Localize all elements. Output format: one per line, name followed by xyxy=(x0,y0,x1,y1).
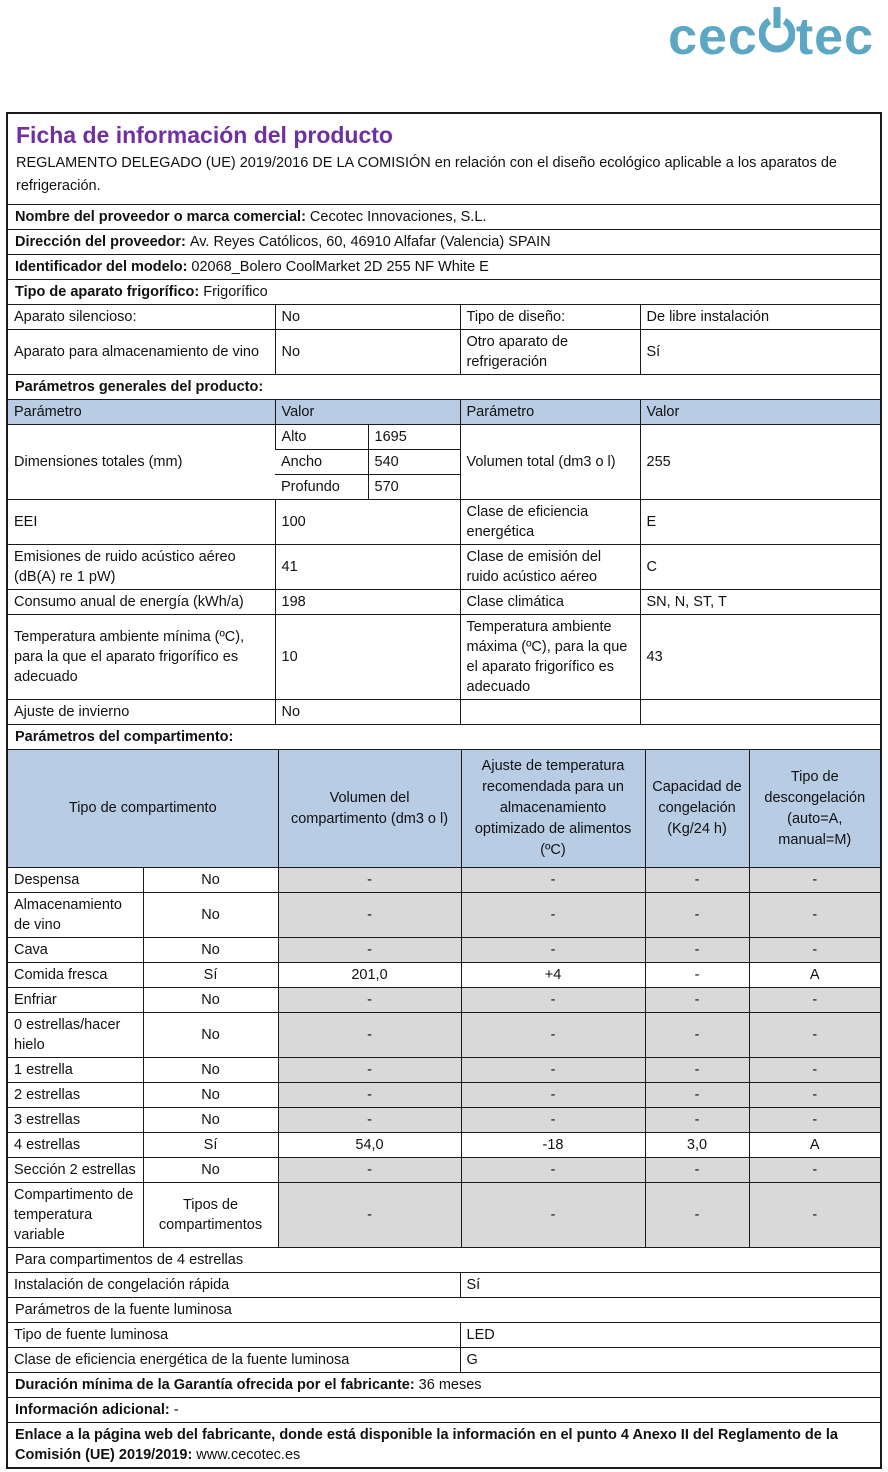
compartment-capacity: - xyxy=(645,868,749,893)
row-appliance-type xyxy=(8,279,880,304)
compartment-temp: - xyxy=(461,938,645,963)
compartment-row-2-estrellas xyxy=(8,1083,880,1108)
compartment-defrost: A xyxy=(749,963,880,988)
compartment-volume: - xyxy=(278,1108,461,1133)
compartment-col-temp: Ajuste de temperatura recomendada para un almacenamiento optimizado de alimentos (ºC) xyxy=(461,750,645,868)
supplier-address-label: Dirección del proveedor: xyxy=(15,234,186,250)
compartment-defrost: - xyxy=(749,1108,880,1133)
compartment-defrost: - xyxy=(749,938,880,963)
compartment-volume: - xyxy=(278,988,461,1013)
compartment-present: No xyxy=(143,868,278,893)
compartment-name: 4 estrellas xyxy=(8,1133,143,1158)
dim-ancho-value: 540 xyxy=(368,450,460,475)
compartment-defrost: A xyxy=(749,1133,880,1158)
col-header-value-left: Valor xyxy=(275,400,460,425)
climate-class-value: SN, N, ST, T xyxy=(640,590,880,615)
light-rows-section xyxy=(8,1322,880,1372)
other-refrigeration-label: Otro aparato de refrigeración xyxy=(460,330,640,375)
compartment-defrost: - xyxy=(749,1013,880,1058)
compartment-temp: - xyxy=(461,1183,645,1248)
model-id-label: Identificador del modelo: xyxy=(15,259,188,275)
compartment-volume: 54,0 xyxy=(278,1133,461,1158)
row-light-title: Parámetros de la fuente luminosa xyxy=(8,1297,880,1322)
warranty-label: Duración mínima de la Garantía ofrecida por el fabricante: xyxy=(15,1377,415,1393)
table-general-params xyxy=(8,400,880,724)
noise-class-value: C xyxy=(640,545,880,590)
col-header-param-left: Parámetro xyxy=(8,400,275,425)
compartment-capacity: 3,0 xyxy=(645,1133,749,1158)
compartment-defrost: - xyxy=(749,1183,880,1248)
website-link: www.cecotec.es xyxy=(196,1447,301,1463)
row-light-class xyxy=(8,1348,880,1373)
total-volume-value: 255 xyxy=(640,425,880,500)
compartment-present: No xyxy=(143,1083,278,1108)
compartment-present: No xyxy=(143,1013,278,1058)
other-refrigeration-value: Sí xyxy=(640,330,880,375)
compartment-capacity: - xyxy=(645,938,749,963)
compartment-col-volume: Volumen del compartimento (dm3 o l) xyxy=(278,750,461,868)
compartment-temp: - xyxy=(461,1158,645,1183)
compartment-temp: - xyxy=(461,988,645,1013)
compartment-volume: - xyxy=(278,868,461,893)
climate-class-label: Clase climática xyxy=(460,590,640,615)
consumption-value: 198 xyxy=(275,590,460,615)
row-noise xyxy=(8,545,880,590)
compartment-volume: - xyxy=(278,1013,461,1058)
compartment-name: 0 estrellas/hacer hielo xyxy=(8,1013,143,1058)
row-winter-setting xyxy=(8,700,880,725)
compartment-name: Enfriar xyxy=(8,988,143,1013)
compartment-name: 2 estrellas xyxy=(8,1083,143,1108)
compartment-present: No xyxy=(143,893,278,938)
section-general-params-title: Parámetros generales del producto: xyxy=(8,374,880,399)
dim-alto-label: Alto xyxy=(275,425,368,450)
compartment-temp: - xyxy=(461,1083,645,1108)
empty-cell xyxy=(460,700,640,725)
quick-freeze-label: Instalación de congelación rápida xyxy=(14,1277,230,1293)
table-four-star xyxy=(8,1273,880,1297)
energy-class-label: Clase de eficiencia energética xyxy=(460,500,640,545)
winter-setting-label: Ajuste de invierno xyxy=(8,700,275,725)
compartment-row-1-estrella xyxy=(8,1058,880,1083)
compartment-capacity: - xyxy=(645,1013,749,1058)
row-quiet-appliance xyxy=(8,305,880,330)
compartment-row-4-estrellas xyxy=(8,1133,880,1158)
compartment-present: No xyxy=(143,988,278,1013)
compartment-params-section xyxy=(8,749,880,1247)
dim-alto-value: 1695 xyxy=(368,425,460,450)
quick-freeze-value: Sí xyxy=(460,1273,880,1297)
compartment-name: Compartimento de temperatura variable xyxy=(8,1183,143,1248)
noise-class-label: Clase de emisión del ruido acústico aéreo xyxy=(460,545,640,590)
empty-cell xyxy=(640,700,880,725)
noise-label: Emisiones de ruido acústico aéreo (dB(A) re 1 pW) xyxy=(8,545,275,590)
compartment-row-3-estrellas xyxy=(8,1108,880,1133)
compartment-volume: - xyxy=(278,1158,461,1183)
compartment-capacity: - xyxy=(645,1058,749,1083)
compartment-defrost: - xyxy=(749,1058,880,1083)
compartment-capacity: - xyxy=(645,893,749,938)
compartment-capacity: - xyxy=(645,963,749,988)
supplier-name-value: Cecotec Innovaciones, S.L. xyxy=(309,209,487,225)
dim-profundo-value: 570 xyxy=(368,475,460,500)
compartment-row-almacenamiento-vino xyxy=(8,893,880,938)
light-type-value: LED xyxy=(460,1323,880,1348)
compartment-col-type: Tipo de compartimento xyxy=(8,750,278,868)
product-information-sheet xyxy=(6,112,882,1469)
logo-text-pre: cec xyxy=(668,8,758,66)
compartment-volume: 201,0 xyxy=(278,963,461,988)
compartment-capacity: - xyxy=(645,1158,749,1183)
compartment-temp: +4 xyxy=(461,963,645,988)
compartment-temp: - xyxy=(461,1013,645,1058)
row-model-id xyxy=(8,254,880,279)
compartment-present: Sí xyxy=(143,1133,278,1158)
compartment-capacity: - xyxy=(645,1083,749,1108)
wine-storage-label: Aparato para almacenamiento de vino xyxy=(8,330,275,375)
appliance-type-label: Tipo de aparato frigorífico: xyxy=(15,284,200,300)
compartment-defrost: - xyxy=(749,1083,880,1108)
compartment-temp: -18 xyxy=(461,1133,645,1158)
compartment-capacity: - xyxy=(645,1108,749,1133)
row-quick-freeze xyxy=(8,1273,880,1297)
page-title: Ficha de información del producto xyxy=(16,122,393,148)
logo-text-post: tec xyxy=(795,8,874,66)
section-compartment-params-title: Parámetros del compartimento: xyxy=(8,724,880,749)
compartment-col-capacity: Capacidad de congelación (Kg/24 h) xyxy=(645,750,749,868)
energy-class-value: E xyxy=(640,500,880,545)
max-temp-value: 43 xyxy=(640,615,880,700)
compartment-name: Almacenamiento de vino xyxy=(8,893,143,938)
compartment-row-enfriar xyxy=(8,988,880,1013)
compartment-volume: - xyxy=(278,1183,461,1248)
light-class-value: G xyxy=(460,1348,880,1373)
compartment-capacity: - xyxy=(645,988,749,1013)
total-volume-label: Volumen total (dm3 o l) xyxy=(460,425,640,500)
warranty-value: 36 meses xyxy=(418,1377,482,1393)
cecotec-logo xyxy=(668,4,874,66)
manufacturer-link-label: Enlace a la página web del fabricante, donde está disponible la información en el punto 4 Anexo II del Reglamento de la Comisión (UE) 2019/2019: xyxy=(15,1427,838,1463)
compartment-temp: - xyxy=(461,1058,645,1083)
compartment-defrost: - xyxy=(749,868,880,893)
compartment-name: Despensa xyxy=(8,868,143,893)
general-header-row xyxy=(8,400,880,425)
compartment-temp: - xyxy=(461,868,645,893)
compartment-row-despensa xyxy=(8,868,880,893)
col-header-value-right: Valor xyxy=(640,400,880,425)
compartment-row-0-estrellas xyxy=(8,1013,880,1058)
compartment-row-temperatura-variable xyxy=(8,1183,880,1248)
design-type-label: Tipo de diseño: xyxy=(460,305,640,330)
design-type-value: De libre instalación xyxy=(640,305,880,330)
additional-info-label: Información adicional: xyxy=(15,1402,170,1418)
min-temp-label: Temperatura ambiente mínima (ºC), para la que el aparato frigorífico es adecuado xyxy=(8,615,275,700)
row-manufacturer-link xyxy=(8,1422,880,1467)
compartment-present: Tipos de compartimentos xyxy=(143,1183,278,1248)
quick-facts-section xyxy=(8,304,880,374)
compartment-present: Sí xyxy=(143,963,278,988)
col-header-param-right: Parámetro xyxy=(460,400,640,425)
compartment-temp: - xyxy=(461,1108,645,1133)
compartment-capacity: - xyxy=(645,1183,749,1248)
compartment-volume: - xyxy=(278,893,461,938)
compartment-name: Cava xyxy=(8,938,143,963)
supplier-address-value: Av. Reyes Católicos, 60, 46910 Alfafar (Valencia) SPAIN xyxy=(189,234,551,250)
row-supplier-name xyxy=(8,204,880,229)
compartment-row-seccion-2-estrellas xyxy=(8,1158,880,1183)
min-temp-value: 10 xyxy=(275,615,460,700)
compartment-volume: - xyxy=(278,1058,461,1083)
row-four-star-title: Para compartimentos de 4 estrellas xyxy=(8,1247,880,1272)
winter-setting-value: No xyxy=(275,700,460,725)
table-quick-facts xyxy=(8,305,880,374)
eei-label: EEI xyxy=(8,500,275,545)
compartment-defrost: - xyxy=(749,893,880,938)
compartment-present: No xyxy=(143,1108,278,1133)
row-supplier-address xyxy=(8,229,880,254)
compartment-defrost: - xyxy=(749,1158,880,1183)
table-compartments xyxy=(8,750,880,1247)
dim-profundo-label: Profundo xyxy=(275,475,368,500)
compartment-row-comida-fresca xyxy=(8,963,880,988)
light-type-label: Tipo de fuente luminosa xyxy=(14,1327,169,1343)
quiet-appliance-value: No xyxy=(275,305,460,330)
row-wine-storage xyxy=(8,330,880,375)
compartment-row-cava xyxy=(8,938,880,963)
compartment-name: Sección 2 estrellas xyxy=(8,1158,143,1183)
light-class-label: Clase de eficiencia energética de la fuente luminosa xyxy=(8,1348,460,1373)
compartment-name: 3 estrellas xyxy=(8,1108,143,1133)
row-ambient-temperature xyxy=(8,615,880,700)
compartment-col-defrost: Tipo de descongelación (auto=A, manual=M) xyxy=(749,750,880,868)
row-light-type xyxy=(8,1323,880,1348)
consumption-label: Consumo anual de energía (kWh/a) xyxy=(8,590,275,615)
compartment-present: No xyxy=(143,938,278,963)
max-temp-label: Temperatura ambiente máxima (ºC), para la que el aparato frigorífico es adecuado xyxy=(460,615,640,700)
compartment-volume: - xyxy=(278,1083,461,1108)
compartment-volume: - xyxy=(278,938,461,963)
row-energy-consumption xyxy=(8,590,880,615)
general-params-section xyxy=(8,399,880,724)
compartment-present: No xyxy=(143,1058,278,1083)
row-eei xyxy=(8,500,880,545)
dimensions-label: Dimensiones totales (mm) xyxy=(8,425,275,500)
title-section xyxy=(8,114,880,204)
compartment-name: Comida fresca xyxy=(8,963,143,988)
power-icon xyxy=(759,4,795,63)
compartment-header-row xyxy=(8,750,880,868)
row-warranty xyxy=(8,1372,880,1397)
supplier-name-label: Nombre del proveedor o marca comercial: xyxy=(15,209,306,225)
row-additional-info xyxy=(8,1397,880,1422)
table-light-source xyxy=(8,1323,880,1372)
compartment-defrost: - xyxy=(749,988,880,1013)
appliance-type-value: Frigorífico xyxy=(203,284,268,300)
eei-value: 100 xyxy=(275,500,460,545)
compartment-present: No xyxy=(143,1158,278,1183)
quiet-appliance-label: Aparato silencioso: xyxy=(14,309,137,325)
additional-info-value: - xyxy=(173,1402,179,1418)
regulation-subtitle: REGLAMENTO DELEGADO (UE) 2019/2016 DE LA COMISIÓN en relación con el diseño ecológico aplicable a los aparatos de refrigeración. xyxy=(16,155,837,194)
dim-ancho-label: Ancho xyxy=(275,450,368,475)
compartment-temp: - xyxy=(461,893,645,938)
model-id-value: 02068_Bolero CoolMarket 2D 255 NF White E xyxy=(191,259,489,275)
noise-value: 41 xyxy=(275,545,460,590)
four-star-row-section xyxy=(8,1272,880,1297)
wine-storage-value: No xyxy=(275,330,460,375)
compartment-name: 1 estrella xyxy=(8,1058,143,1083)
row-dimensions-alto xyxy=(8,425,880,450)
